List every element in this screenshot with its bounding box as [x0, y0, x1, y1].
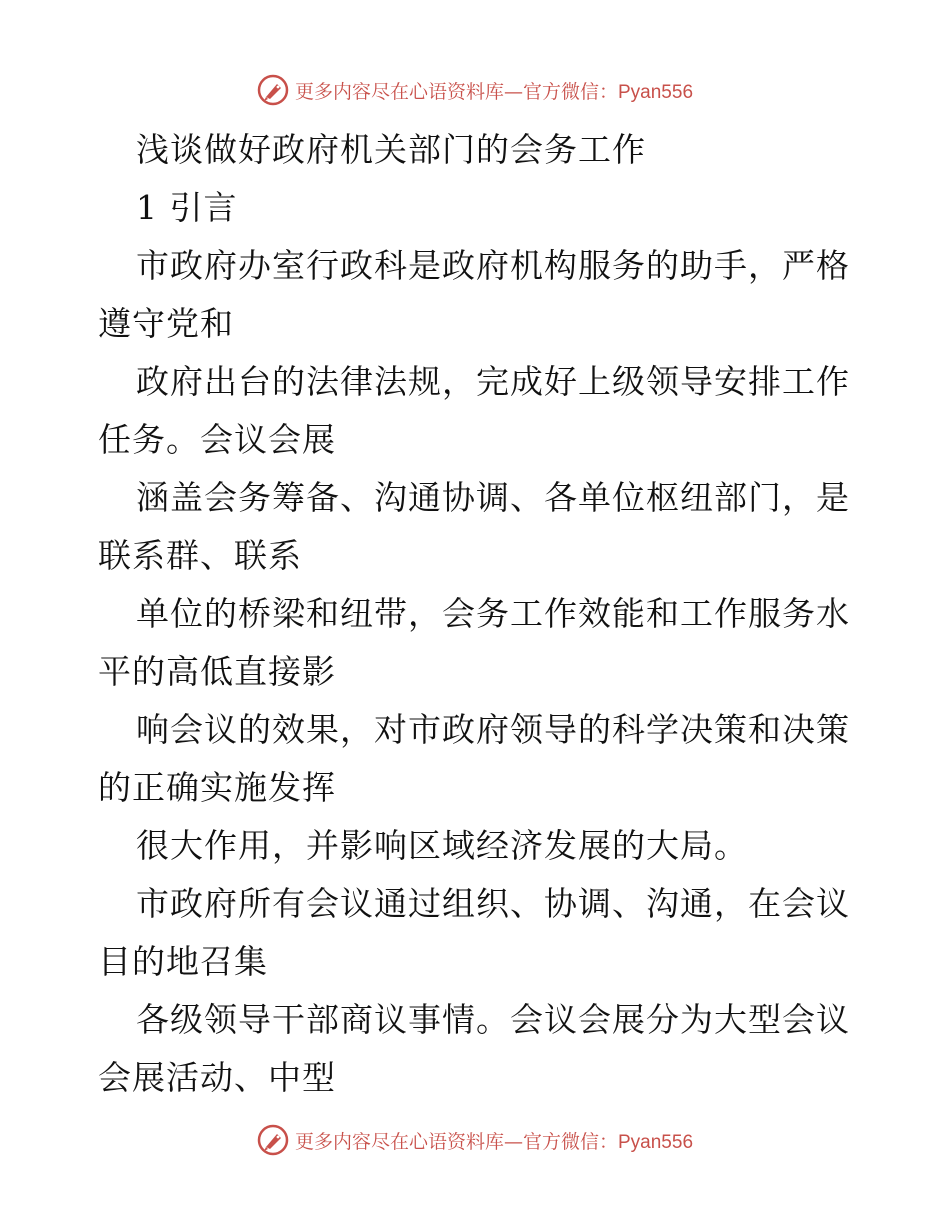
paragraph-line: 任务。会议会展	[98, 420, 336, 459]
watermark-separator: —	[503, 1130, 523, 1153]
paragraph-line: 遵守党和	[98, 304, 234, 343]
paragraph-line: 单位的桥梁和纽带，会务工作效能和工作服务水	[136, 594, 850, 633]
document-body	[98, 121, 858, 1107]
watermark-site-text: 更多内容尽在心语资料库	[294, 1130, 504, 1153]
watermark-text	[295, 1127, 693, 1154]
paragraph-line: 市政府办室行政科是政府机构服务的助手，严格	[136, 246, 850, 285]
paragraph-line: 目的地召集	[98, 942, 268, 981]
paragraph-line: 联系群、联系	[98, 536, 302, 575]
watermark-separator: —	[503, 80, 523, 103]
document-title: 浅谈做好政府机关部门的会务工作	[136, 130, 646, 169]
paragraph-line: 平的高低直接影	[98, 652, 336, 691]
watermark-text	[295, 77, 693, 104]
watermark-wechat-id: Pyan556	[618, 81, 694, 103]
paragraph-line: 涵盖会务筹备、沟通协调、各单位枢纽部门，是	[136, 478, 850, 517]
section-heading: 1 引言	[136, 188, 238, 227]
watermark-site-text: 更多内容尽在心语资料库	[294, 80, 504, 103]
paragraph-line: 的正确实施发挥	[98, 768, 336, 807]
paragraph-line: 会展活动、中型	[98, 1058, 336, 1097]
watermark-wechat-id: Pyan556	[618, 1131, 694, 1153]
paragraph-line: 市政府所有会议通过组织、协调、沟通，在会议	[136, 884, 850, 923]
paragraph-line: 很大作用，并影响区域经济发展的大局。	[136, 826, 748, 865]
pen-nib-logo-icon	[257, 74, 289, 106]
watermark-wechat-label: 官方微信：	[522, 1130, 618, 1153]
header-watermark-banner	[0, 70, 950, 110]
paragraph-line: 响会议的效果，对市政府领导的科学决策和决策	[136, 710, 850, 749]
paragraph-line: 各级领导干部商议事情。会议会展分为大型会议	[136, 1000, 850, 1039]
footer-watermark-banner	[0, 1120, 950, 1160]
watermark-wechat-label: 官方微信：	[522, 80, 618, 103]
pen-nib-logo-icon	[257, 1124, 289, 1156]
paragraph-line: 政府出台的法律法规，完成好上级领导安排工作	[136, 362, 850, 401]
